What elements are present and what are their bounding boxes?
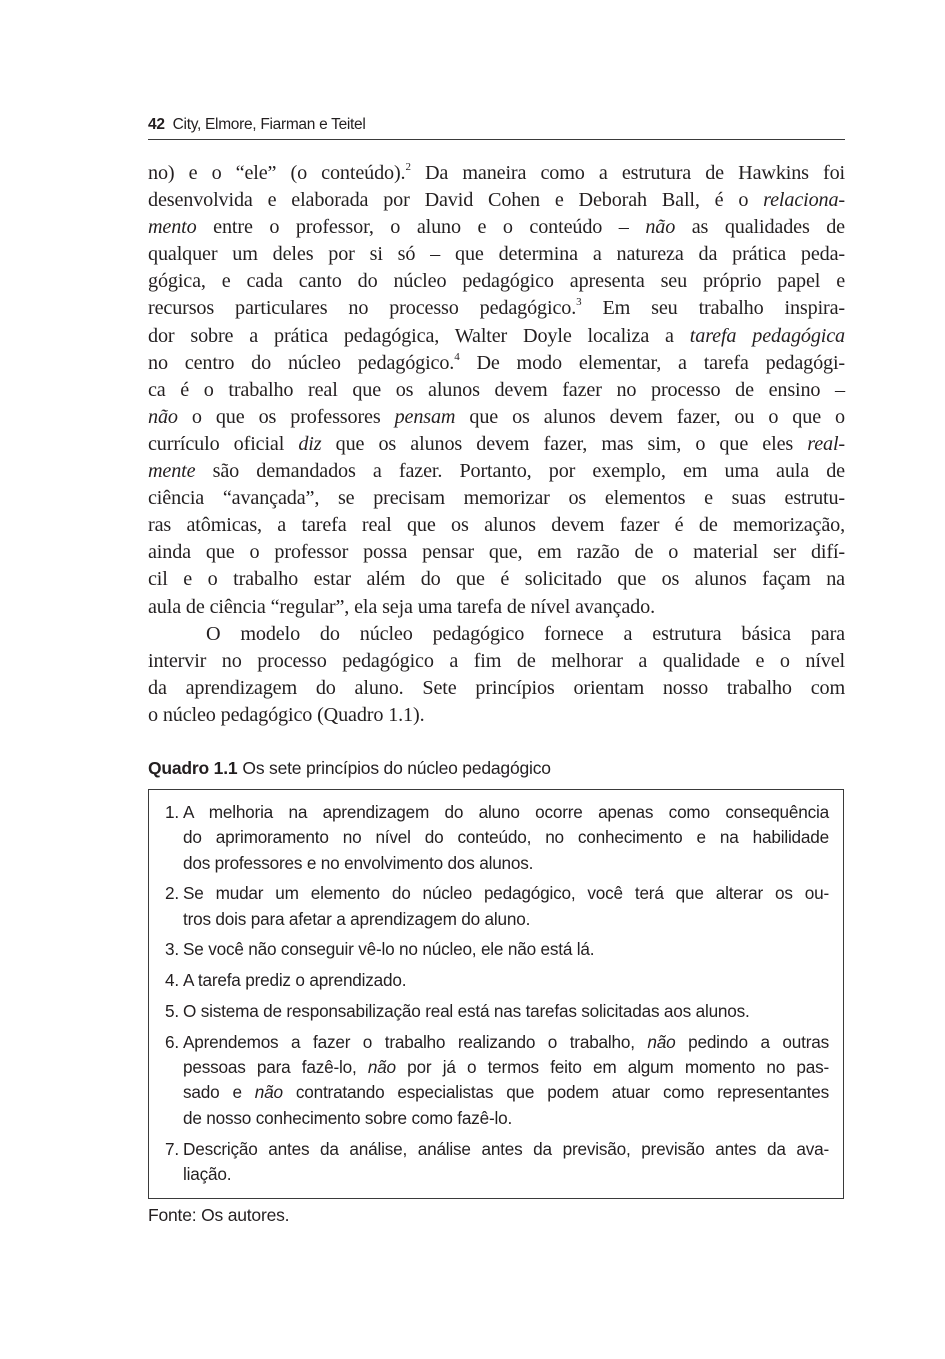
text-line: cil e o trabalho estar além do que é solicitado que os alunos façam na bbox=[148, 568, 845, 591]
principle-number: 7. bbox=[165, 1138, 179, 1159]
text-line: O sistema de responsabilização real está nas tarefas solicitadas aos alunos. bbox=[183, 1001, 750, 1022]
text-line: A melhoria na aprendizagem do aluno ocorre apenas como consequência bbox=[183, 802, 829, 822]
principle-item bbox=[165, 800, 829, 876]
emphasis: mente bbox=[148, 460, 196, 483]
text-line: de nosso conhecimento sobre como fazê-lo. bbox=[183, 1107, 513, 1128]
principle-item bbox=[165, 937, 829, 962]
principle-text bbox=[183, 1137, 829, 1188]
body-paragraph-2 bbox=[148, 621, 845, 729]
text-line: sado e não contratando especialistas que podem atuar como representantes bbox=[183, 1082, 830, 1103]
running-head-authors: City, Elmore, Fiarman e Teitel bbox=[172, 116, 366, 133]
text-line: O modelo do núcleo pedagógico fornece a estrutura básica para bbox=[206, 623, 845, 645]
emphasis: relaciona- bbox=[763, 189, 845, 212]
principle-item bbox=[165, 1137, 829, 1188]
text-line: no) e o “ele” (o conteúdo).$^2$ Da maneira como a estrutura de Hawkins foi bbox=[148, 161, 845, 184]
body-paragraph-1 bbox=[148, 160, 845, 621]
principle-number: 4. bbox=[165, 970, 179, 991]
principle-item bbox=[165, 999, 829, 1024]
header-rule bbox=[148, 139, 845, 140]
footnote-marker: 4 bbox=[454, 350, 460, 363]
text-line: desenvolvida e elaborada por David Cohen e Deborah Ball, é o relaciona- bbox=[148, 189, 845, 212]
text-line: ras atômicas, a tarefa real que os alunos devem fazer é de memorização, bbox=[148, 514, 845, 537]
principle-text bbox=[183, 968, 829, 993]
emphasis: não bbox=[148, 405, 178, 428]
text-line: mento entre o professor, o aluno e o conteúdo – não as qualidades de bbox=[148, 216, 845, 239]
text-line: pessoas para fazê-lo, não por já o termos feito em algum momento no pas- bbox=[183, 1057, 829, 1078]
emphasis: não bbox=[647, 1031, 676, 1052]
text-line: A tarefa prediz o aprendizado. bbox=[183, 970, 407, 991]
emphasis: pensam bbox=[394, 405, 456, 428]
principle-item bbox=[165, 968, 829, 993]
emphasis: diz bbox=[298, 432, 322, 455]
emphasis: mento bbox=[148, 216, 197, 239]
principle-number: 3. bbox=[165, 939, 179, 960]
text-line: dor sobre a prática pedagógica, Walter Doyle localiza a tarefa pedagógica bbox=[148, 324, 845, 347]
text-line: ca é o trabalho real que os alunos devem fazer no processo de ensino – bbox=[148, 378, 845, 401]
text-line: dos professores e no envolvimento dos alunos. bbox=[183, 852, 534, 873]
text-line: ciência “avançada”, se precisam memorizar os elementos e suas estrutu- bbox=[148, 487, 845, 510]
quadro-label: Quadro 1.1 bbox=[148, 758, 238, 778]
principle-text bbox=[183, 881, 829, 932]
text-line: ainda que o professor possa pensar que, em razão de o material ser difí- bbox=[148, 541, 845, 564]
text-line: mente são demandados a fazer. Portanto, por exemplo, em uma aula de bbox=[148, 460, 845, 483]
footnote-marker: 3 bbox=[576, 296, 582, 309]
quadro-caption bbox=[148, 758, 551, 779]
principles-list bbox=[165, 800, 829, 1193]
text-line: currículo oficial diz que os alunos devem fazer, mas sim, o que eles real- bbox=[148, 432, 845, 455]
text-line: Se mudar um elemento do núcleo pedagógico, você terá que alterar os ou- bbox=[183, 883, 829, 904]
text-line: recursos particulares no processo pedagógico.$^3$ Em seu trabalho inspira- bbox=[148, 296, 845, 320]
text-line: Aprendemos a fazer o trabalho realizando o trabalho, não pedindo a outras bbox=[183, 1031, 829, 1052]
text-line: Se você não conseguir vê-lo no núcleo, ele não está lá. bbox=[183, 939, 595, 960]
text-line: tros dois para afetar a aprendizagem do aluno. bbox=[183, 908, 531, 929]
running-head bbox=[148, 116, 845, 138]
text-line: da aprendizagem do aluno. Sete princípios orientam nosso trabalho com bbox=[148, 677, 845, 700]
quadro-title: Os sete princípios do núcleo pedagógico bbox=[242, 758, 551, 778]
text-line: intervir no processo pedagógico a fim de melhorar a qualidade e o nível bbox=[148, 650, 845, 673]
principle-text bbox=[183, 999, 829, 1024]
page-number: 42 bbox=[148, 116, 165, 133]
quadro-box bbox=[148, 789, 844, 1199]
principle-item bbox=[165, 881, 829, 932]
text-line: liação. bbox=[183, 1163, 232, 1184]
emphasis: real- bbox=[807, 432, 845, 455]
principle-number: 2. bbox=[165, 883, 179, 904]
principle-text bbox=[183, 800, 829, 876]
text-line: não o que os professores pensam que os alunos devem fazer, ou o que o bbox=[148, 405, 845, 428]
emphasis: tarefa pedagógica bbox=[689, 324, 845, 347]
principle-number: 1. bbox=[165, 802, 179, 822]
emphasis: não bbox=[254, 1082, 283, 1103]
emphasis: não bbox=[645, 216, 676, 239]
quadro-source: Fonte: Os autores. bbox=[148, 1205, 290, 1225]
text-line: do aprimoramento no nível do conteúdo, no conhecimento e na habilidade bbox=[183, 827, 829, 848]
emphasis: não bbox=[367, 1057, 396, 1078]
text-line: gógica, e cada canto do núcleo pedagógico apresenta seu próprio papel e bbox=[148, 270, 845, 293]
principle-number: 5. bbox=[165, 1001, 179, 1022]
text-line: qualquer um deles por si só – que determina a natureza da prática peda- bbox=[148, 243, 845, 266]
footnote-marker: 2 bbox=[405, 161, 411, 173]
principle-text bbox=[183, 1030, 829, 1131]
text-line: Descrição antes da análise, análise antes da previsão, previsão antes da ava- bbox=[183, 1138, 829, 1159]
text-line: no centro do núcleo pedagógico.$^4$ De modo elementar, a tarefa pedagógi- bbox=[148, 350, 845, 374]
text-line: o núcleo pedagógico (Quadro 1.1). bbox=[148, 704, 425, 727]
principle-number: 6. bbox=[165, 1031, 179, 1052]
principle-text bbox=[183, 937, 829, 962]
text-line: aula de ciência “regular”, ela seja uma tarefa de nível avançado. bbox=[148, 595, 655, 618]
principle-item bbox=[165, 1030, 829, 1131]
